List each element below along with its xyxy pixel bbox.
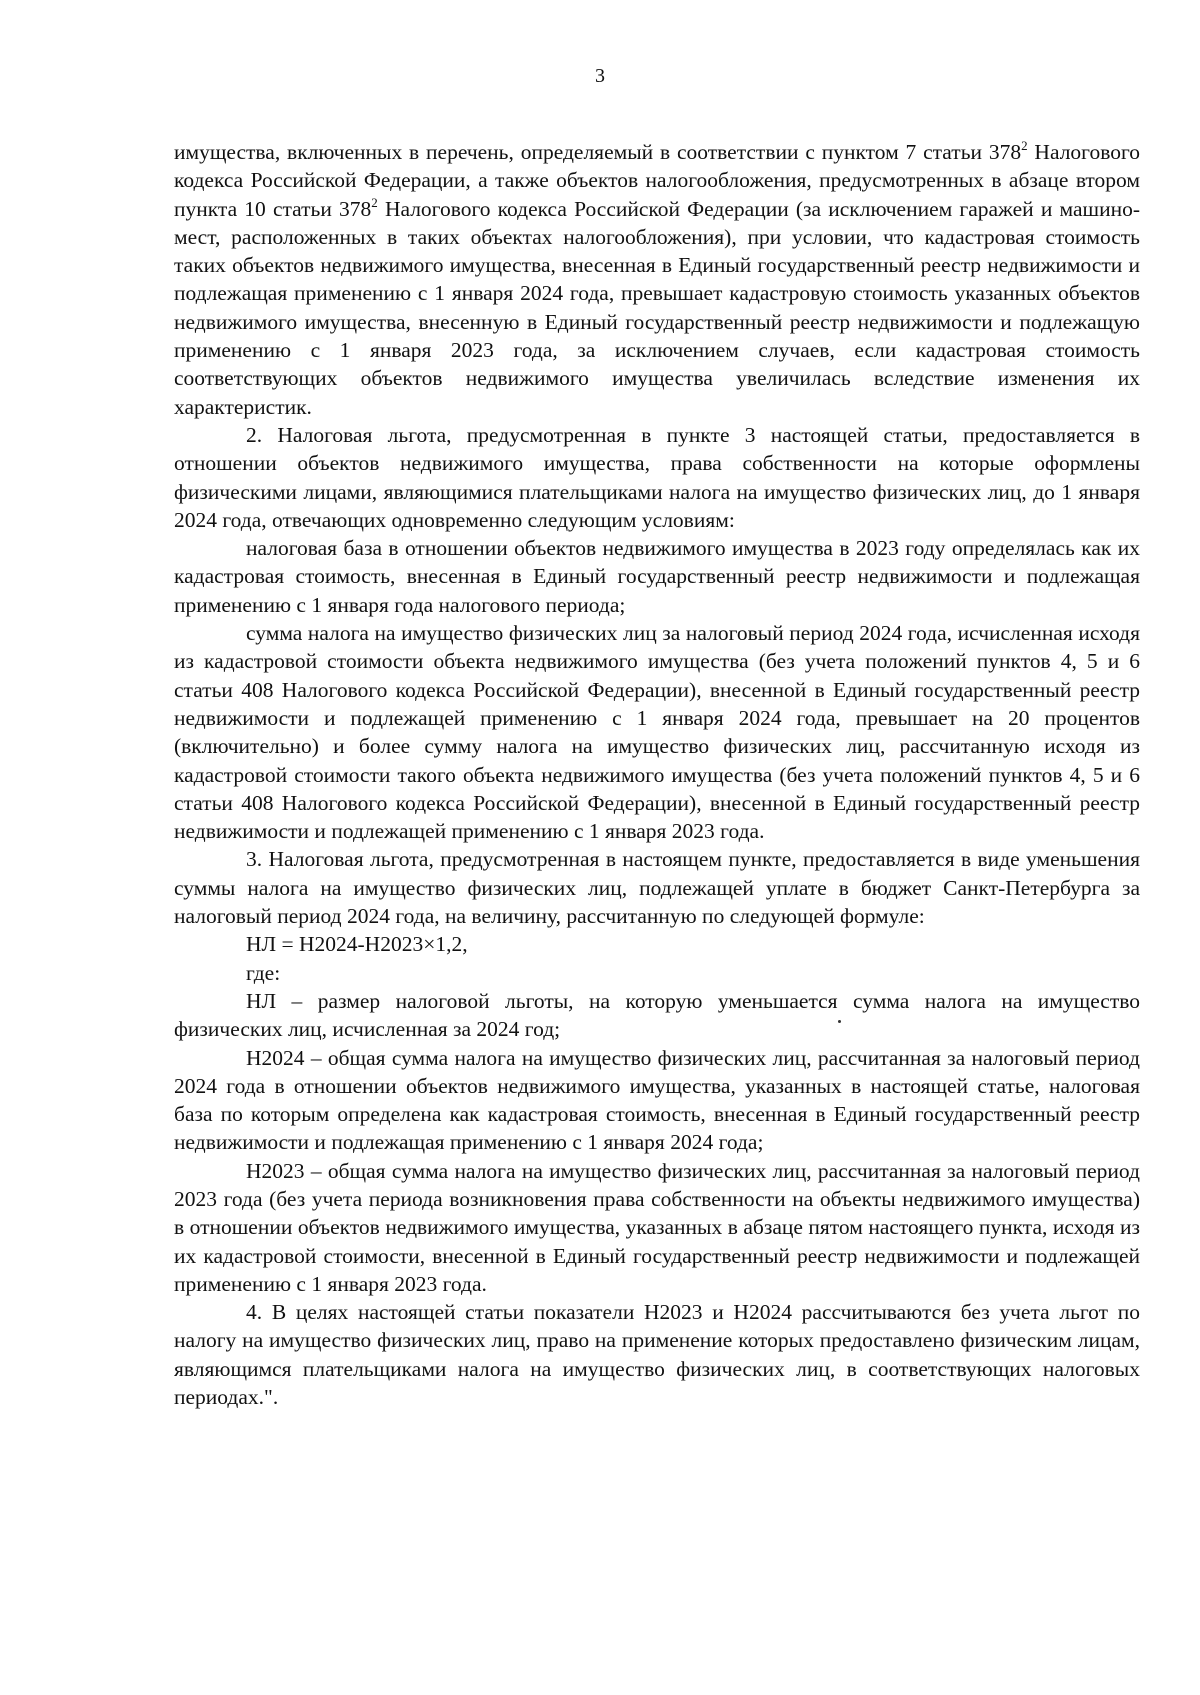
paragraph-item-4: 4. В целях настоящей статьи показатели Н2023 и Н2024 рассчитываются без учета льгот по налогу на имущество физических лиц, право на применение которых предоставлено физическим лицам, являющимся плательщиками налога на имущество физических лиц, в соответствующих налоговых периодах.". bbox=[174, 1300, 1140, 1410]
definition-n2023: Н2023 – общая сумма налога на имущество физических лиц, рассчитанная за налоговый период 2023 года (без учета периода возникновения права собственности на объекты недвижимого имущества) в отношении объектов недвижимого имущества, указанных в абзаце пятом настоящего пункта, исходя из их кадастровой стоимости, внесенной в Единый государственный реестр недвижимости и подлежащей применению с 1 января 2023 года. bbox=[174, 1158, 1140, 1296]
formula: НЛ = Н2024-Н2023×1,2, bbox=[246, 932, 468, 957]
paragraph-item-3: 3. Налоговая льгота, предусмотренная в настоящем пункте, предоставляется в виде уменьшения суммы налога на имущество физических лиц, подлежащей уплате в бюджет Санкт-Петербурга за налоговый период 2024 года, на величину, рассчитанную по следующей формуле: bbox=[174, 847, 1140, 929]
superscript: 2 bbox=[371, 194, 378, 210]
page-number: 3 bbox=[595, 65, 605, 87]
paragraph-condition-2: сумма налога на имущество физических лиц за налоговый период 2024 года, исчисленная исходя из кадастровой стоимости объекта недвижимого имущества (без учета положений пунктов 4, 5 и 6 статьи 408 Налогового кодекса Российской Федерации), внесенной в Единый государственный реестр недвижимости и подлежащей применению с 1 января 2024 года, превышает на 20 процентов (включительно) и более сумму налога на имущество физических лиц, рассчитанную исходя из кадастровой стоимости такого объекта недвижимого имущества (без учета положений пунктов 4, 5 и 6 статьи 408 Налогового кодекса Российской Федерации), внесенной в Единый государственный реестр недвижимости и подлежащей применению с 1 января 2023 года. bbox=[174, 621, 1140, 844]
text-fragment: Налогового кодекса Российской Федерации (за исключением гаражей и машино-мест, расположенных в таких объектах налогообложения), при условии, что кадастровая стоимость таких объектов недвижимого имущества, внесенная в Единый государственный реестр недвижимости и подлежащая применению с 1 января 2024 года, превышает кадастровую стоимость указанных объектов недвижимого имущества, внесенную в Единый государственный реестр недвижимости и подлежащую применению с 1 января 2023 года, за исключением случаев, если кадастровая стоимость соответствующих объектов недвижимого имущества увеличилась вследствие изменения их характеристик. bbox=[174, 196, 1140, 419]
paragraph-continuation bbox=[174, 138, 1140, 421]
definition-nl: НЛ – размер налоговой льготы, на которую уменьшается сумма налога на имущество физических лиц, исчисленная за 2024 год; bbox=[174, 988, 1140, 1042]
paragraph-condition-1: налоговая база в отношении объектов недвижимого имущества в 2023 году определялась как их кадастровая стоимость, внесенная в Единый государственный реестр недвижимости и подлежащая применению с 1 января года налогового периода; bbox=[174, 536, 1140, 617]
superscript: 2 bbox=[1021, 138, 1028, 153]
scan-speck bbox=[838, 1020, 841, 1023]
where-label: где: bbox=[246, 960, 281, 985]
document-body bbox=[174, 138, 1140, 1411]
paragraph-item-2: 2. Налоговая льгота, предусмотренная в пункте 3 настоящей статьи, предоставляется в отношении объектов недвижимого имущества, права собственности на которые оформлены физическими лицами, являющимися плательщиками налога на имущество физических лиц, до 1 января 2024 года, отвечающих одновременно следующим условиям: bbox=[174, 422, 1140, 532]
definition-n2024: Н2024 – общая сумма налога на имущество физических лиц, рассчитанная за налоговый период 2024 года в отношении объектов недвижимого имущества, указанных в настоящей статье, налоговая база по которым определена как кадастровая стоимость, внесенная в Единый государственный реестр недвижимости и подлежащая применению с 1 января 2024 года; bbox=[174, 1045, 1140, 1155]
text-fragment: имущества, включенных в перечень, определяемый в соответствии с пунктом 7 статьи 378 bbox=[174, 140, 1022, 164]
text-fragment: Налогового кодекса Российской Федерации, а также объектов налогообложения, предусмотренных в абзаце втором пункта 10 статьи 378 bbox=[174, 140, 1140, 221]
